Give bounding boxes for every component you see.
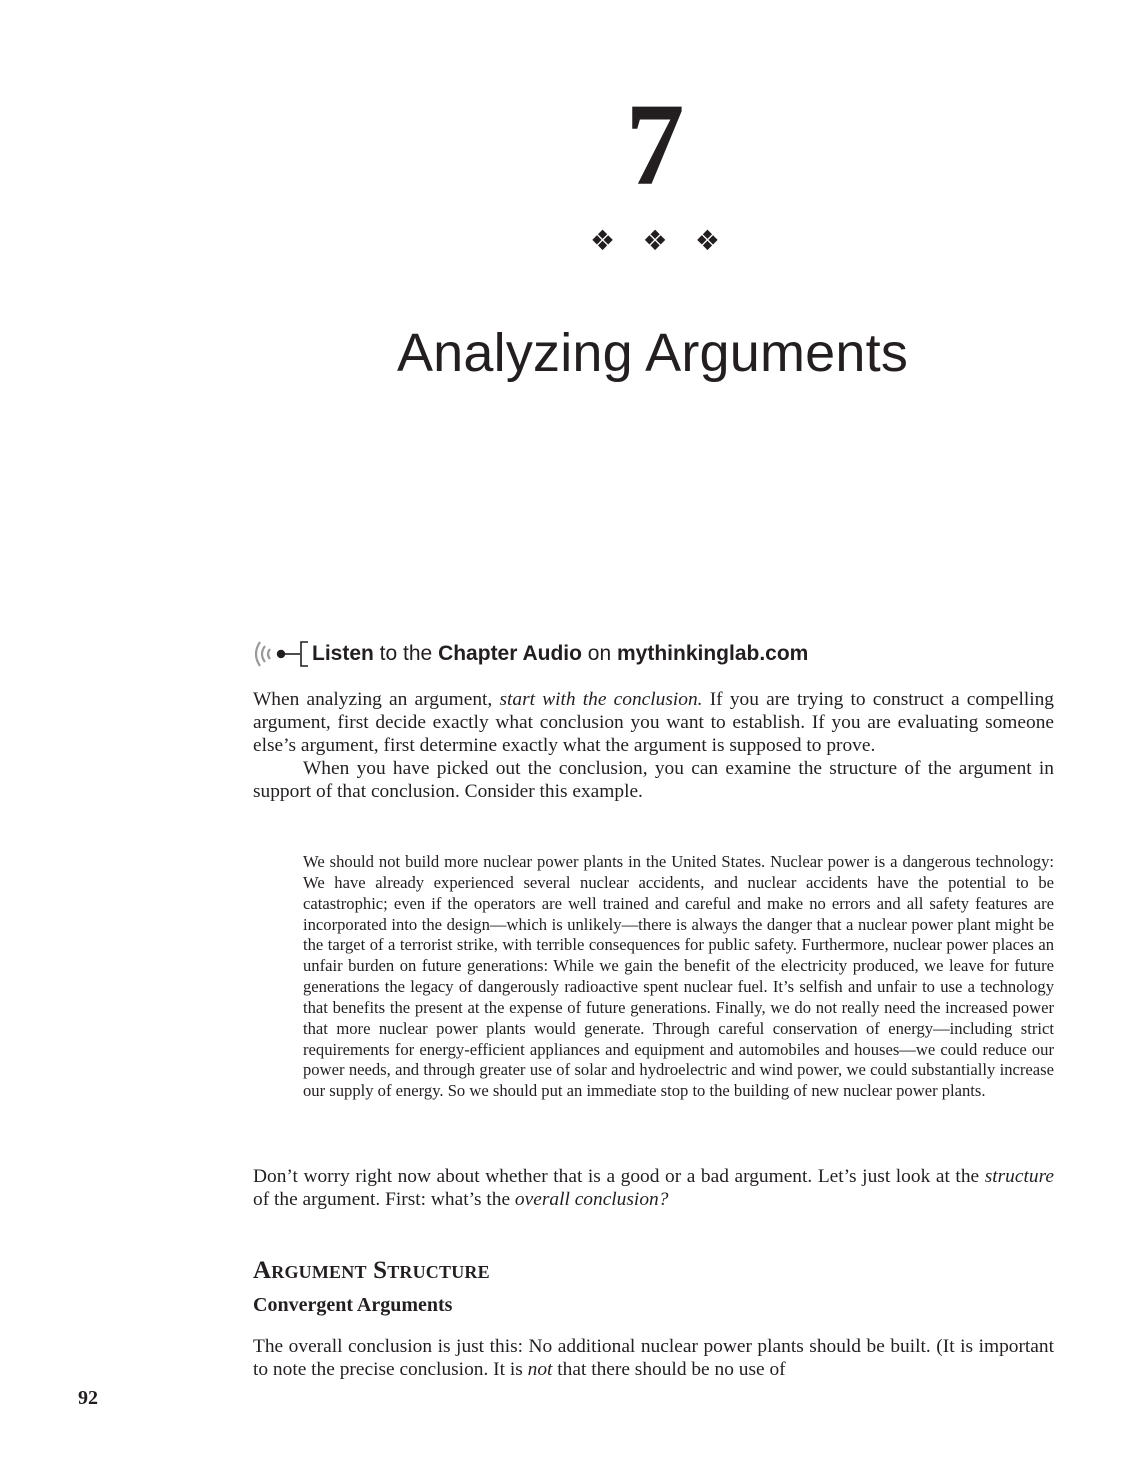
ornament-diamond-icon: ❖: [642, 224, 668, 257]
page-number: 92: [78, 1387, 98, 1409]
intro-paragraph: [253, 688, 1054, 757]
chapter-ornaments: [590, 226, 720, 256]
ornament-diamond-icon: ❖: [590, 224, 616, 257]
section-heading: Argument Structure: [253, 1257, 490, 1284]
followup-span: of the argument. First: what’s the: [253, 1189, 515, 1210]
followup-paragraph: [253, 1165, 1054, 1211]
ornament-diamond-icon: ❖: [694, 224, 720, 257]
intro-text: [253, 688, 1054, 803]
audio-connector-text: to the: [373, 642, 439, 665]
listen-label: Listen: [312, 642, 374, 665]
chapter-number: 7: [625, 79, 685, 210]
site-link[interactable]: mythinkinglab.com: [616, 642, 809, 665]
followup-span: Don’t worry right now about whether that is a good or a bad argument. Let’s just look at the: [253, 1166, 985, 1187]
intro-text-span: If you are trying to construct a compelling argument, first decide exactly what conclusion you want to establish. If you are evaluating someone else’s argument, first determine exactly what the argument is supposed to prove.: [253, 689, 1055, 756]
closing-emphasis: not: [527, 1359, 553, 1380]
followup-text: [253, 1165, 1054, 1211]
followup-emphasis: overall conclusion?: [514, 1189, 669, 1210]
intro-paragraph: When you have picked out the conclusion, you can examine the structure of the argument in support of that conclusion. Consider this example.: [253, 758, 1054, 802]
chapter-title: Analyzing Arguments: [396, 323, 909, 383]
chapter-audio-label: Chapter Audio: [438, 642, 582, 665]
intro-emphasis: start with the conclusion.: [499, 689, 703, 710]
closing-span: that there should be no use of: [552, 1359, 786, 1380]
audio-broadcast-icon: [252, 638, 310, 670]
closing-text: [253, 1335, 1054, 1381]
audio-connector-text: on: [581, 642, 617, 665]
followup-emphasis: structure: [984, 1166, 1054, 1187]
chapter-audio-link[interactable]: [252, 638, 808, 670]
closing-paragraph: [253, 1335, 1054, 1381]
example-argument-block: We should not build more nuclear power plants in the United States. Nuclear power is a dangerous technology: We have already experienced several nuclear accidents, and nuclear accidents have the potential to be catastrophic; even if the operators are well trained and careful and make no errors and all safety features are incorporated into the design—which is unlikely—there is always the danger that a nuclear power plant might be the target of a terrorist strike, with terrible consequences for public safety. Furthermore, nuclear power places an unfair burden on future generations: While we gain the benefit of the electricity produced, we leave for future generations the legacy of dangerously radioactive spent nuclear fuel. It’s selfish and unfair to use a technology that benefits the present at the expense of future generations. Finally, we do not really need the increased power that more nuclear power plants would generate. Through careful conservation of energy—including strict requirements for energy-efficient appliances and equipment and automobiles and houses—we could reduce our power needs, and through greater use of solar and hydroelectric and wind power, we could substantially increase our supply of energy. So we should put an immediate stop to the building of new nuclear power plants.: [303, 852, 1054, 1101]
closing-span: The overall conclusion is just this: No additional nuclear power plants should be built. (It is important to note the precise conclusion. It is: [253, 1336, 1054, 1380]
subsection-heading: Convergent Arguments: [253, 1294, 453, 1316]
intro-text-span: When analyzing an argument,: [253, 689, 500, 710]
